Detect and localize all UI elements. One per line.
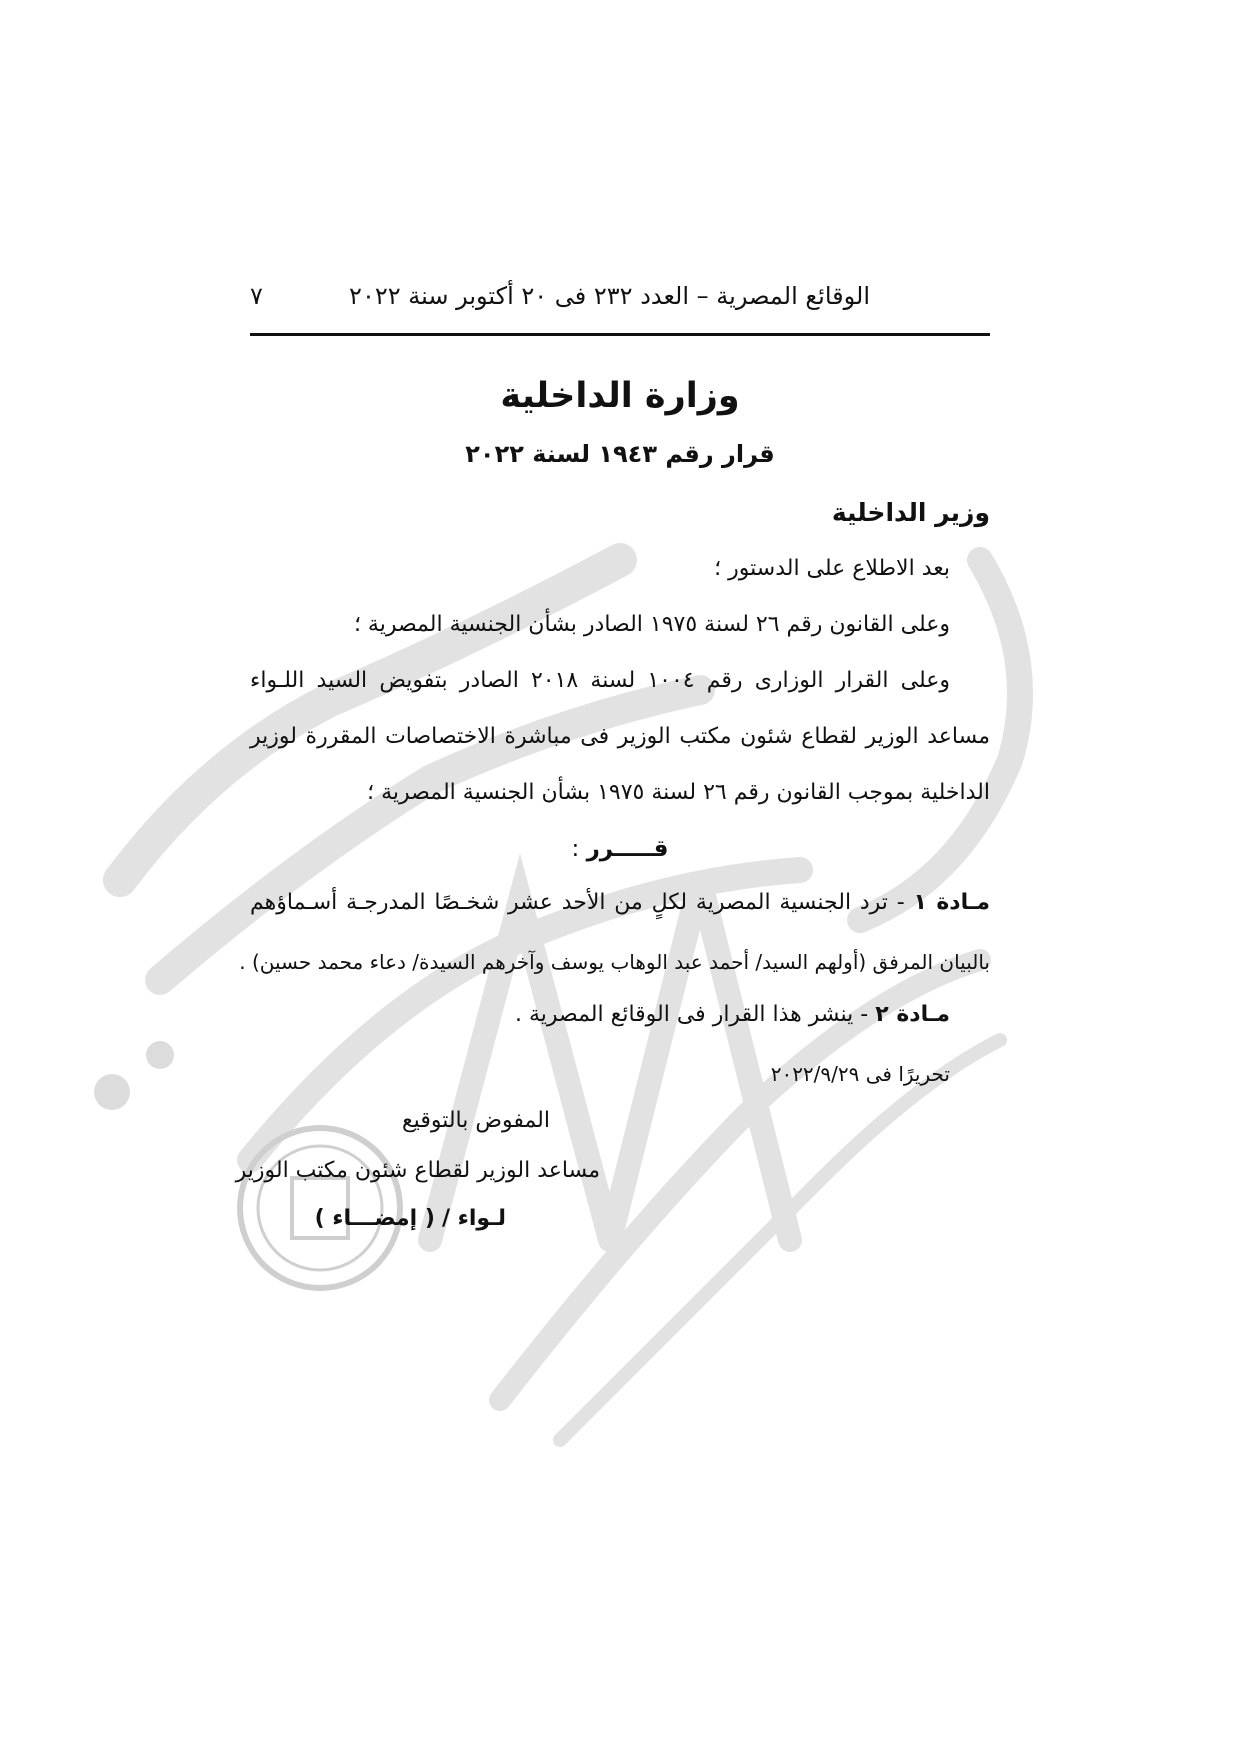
signature-line: [315, 1206, 506, 1231]
article-label: مـادة ١: [913, 890, 991, 915]
signature-signed: ( إمضـــاء ): [314, 1206, 435, 1231]
decides-word: قـــــرر: [586, 836, 669, 862]
page-header: [250, 282, 990, 322]
preamble-line: وعلى القرار الوزارى رقم ١٠٠٤ لسنة ٢٠١٨ الصادر بتفويض السيد اللـواء: [250, 668, 950, 693]
preamble-line: وعلى القانون رقم ٢٦ لسنة ١٩٧٥ الصادر بشأن الجنسية المصرية ؛: [353, 612, 950, 637]
decree-title: قرار رقم ١٩٤٣ لسنة ٢٠٢٢: [465, 440, 775, 468]
article-text: - ينشر هذا القرار فى الوقائع المصرية .: [514, 1002, 869, 1027]
addressee-heading: وزير الداخلية: [831, 498, 990, 527]
issue-date: تحريرًا فى ٢٠٢٢/٩/٢٩: [770, 1062, 950, 1086]
decides-heading: [250, 836, 990, 862]
ministry-title: وزارة الداخلية: [500, 376, 740, 416]
article-1-continuation: بالبيان المرفق (أولهم السيد/ أحمد عبد الوهاب يوسف وآخرهم السيدة/ دعاء محمد حسين) .: [239, 950, 990, 974]
preamble-line: مساعد الوزير لقطاع شئون مكتب الوزير فى مباشرة الاختصاصات المقررة لوزير: [250, 724, 990, 749]
article-label: مـادة ٢: [875, 1002, 950, 1027]
page-number: ٧: [250, 282, 263, 310]
signature-rank: لـواء /: [441, 1206, 506, 1231]
gazette-header-title: الوقائع المصرية – العدد ٢٣٢ فى ٢٠ أكتوبر سنة ٢٠٢٢: [349, 282, 870, 310]
article-text: - ترد الجنسية المصرية لكلٍ من الأحد عشر شخـصًا المدرجـة أسـماؤهم: [250, 890, 905, 915]
decides-colon: :: [571, 836, 580, 862]
header-divider: [250, 333, 990, 336]
article-1: [250, 890, 990, 915]
article-2: [515, 1002, 950, 1027]
preamble-line: الداخلية بموجب القانون رقم ٢٦ لسنة ١٩٧٥ بشأن الجنسية المصرية ؛: [367, 780, 990, 805]
signature-position: مساعد الوزير لقطاع شئون مكتب الوزير: [235, 1158, 600, 1183]
signature-delegated: المفوض بالتوقيع: [401, 1108, 550, 1133]
preamble-line: بعد الاطلاع على الدستور ؛: [714, 556, 950, 581]
